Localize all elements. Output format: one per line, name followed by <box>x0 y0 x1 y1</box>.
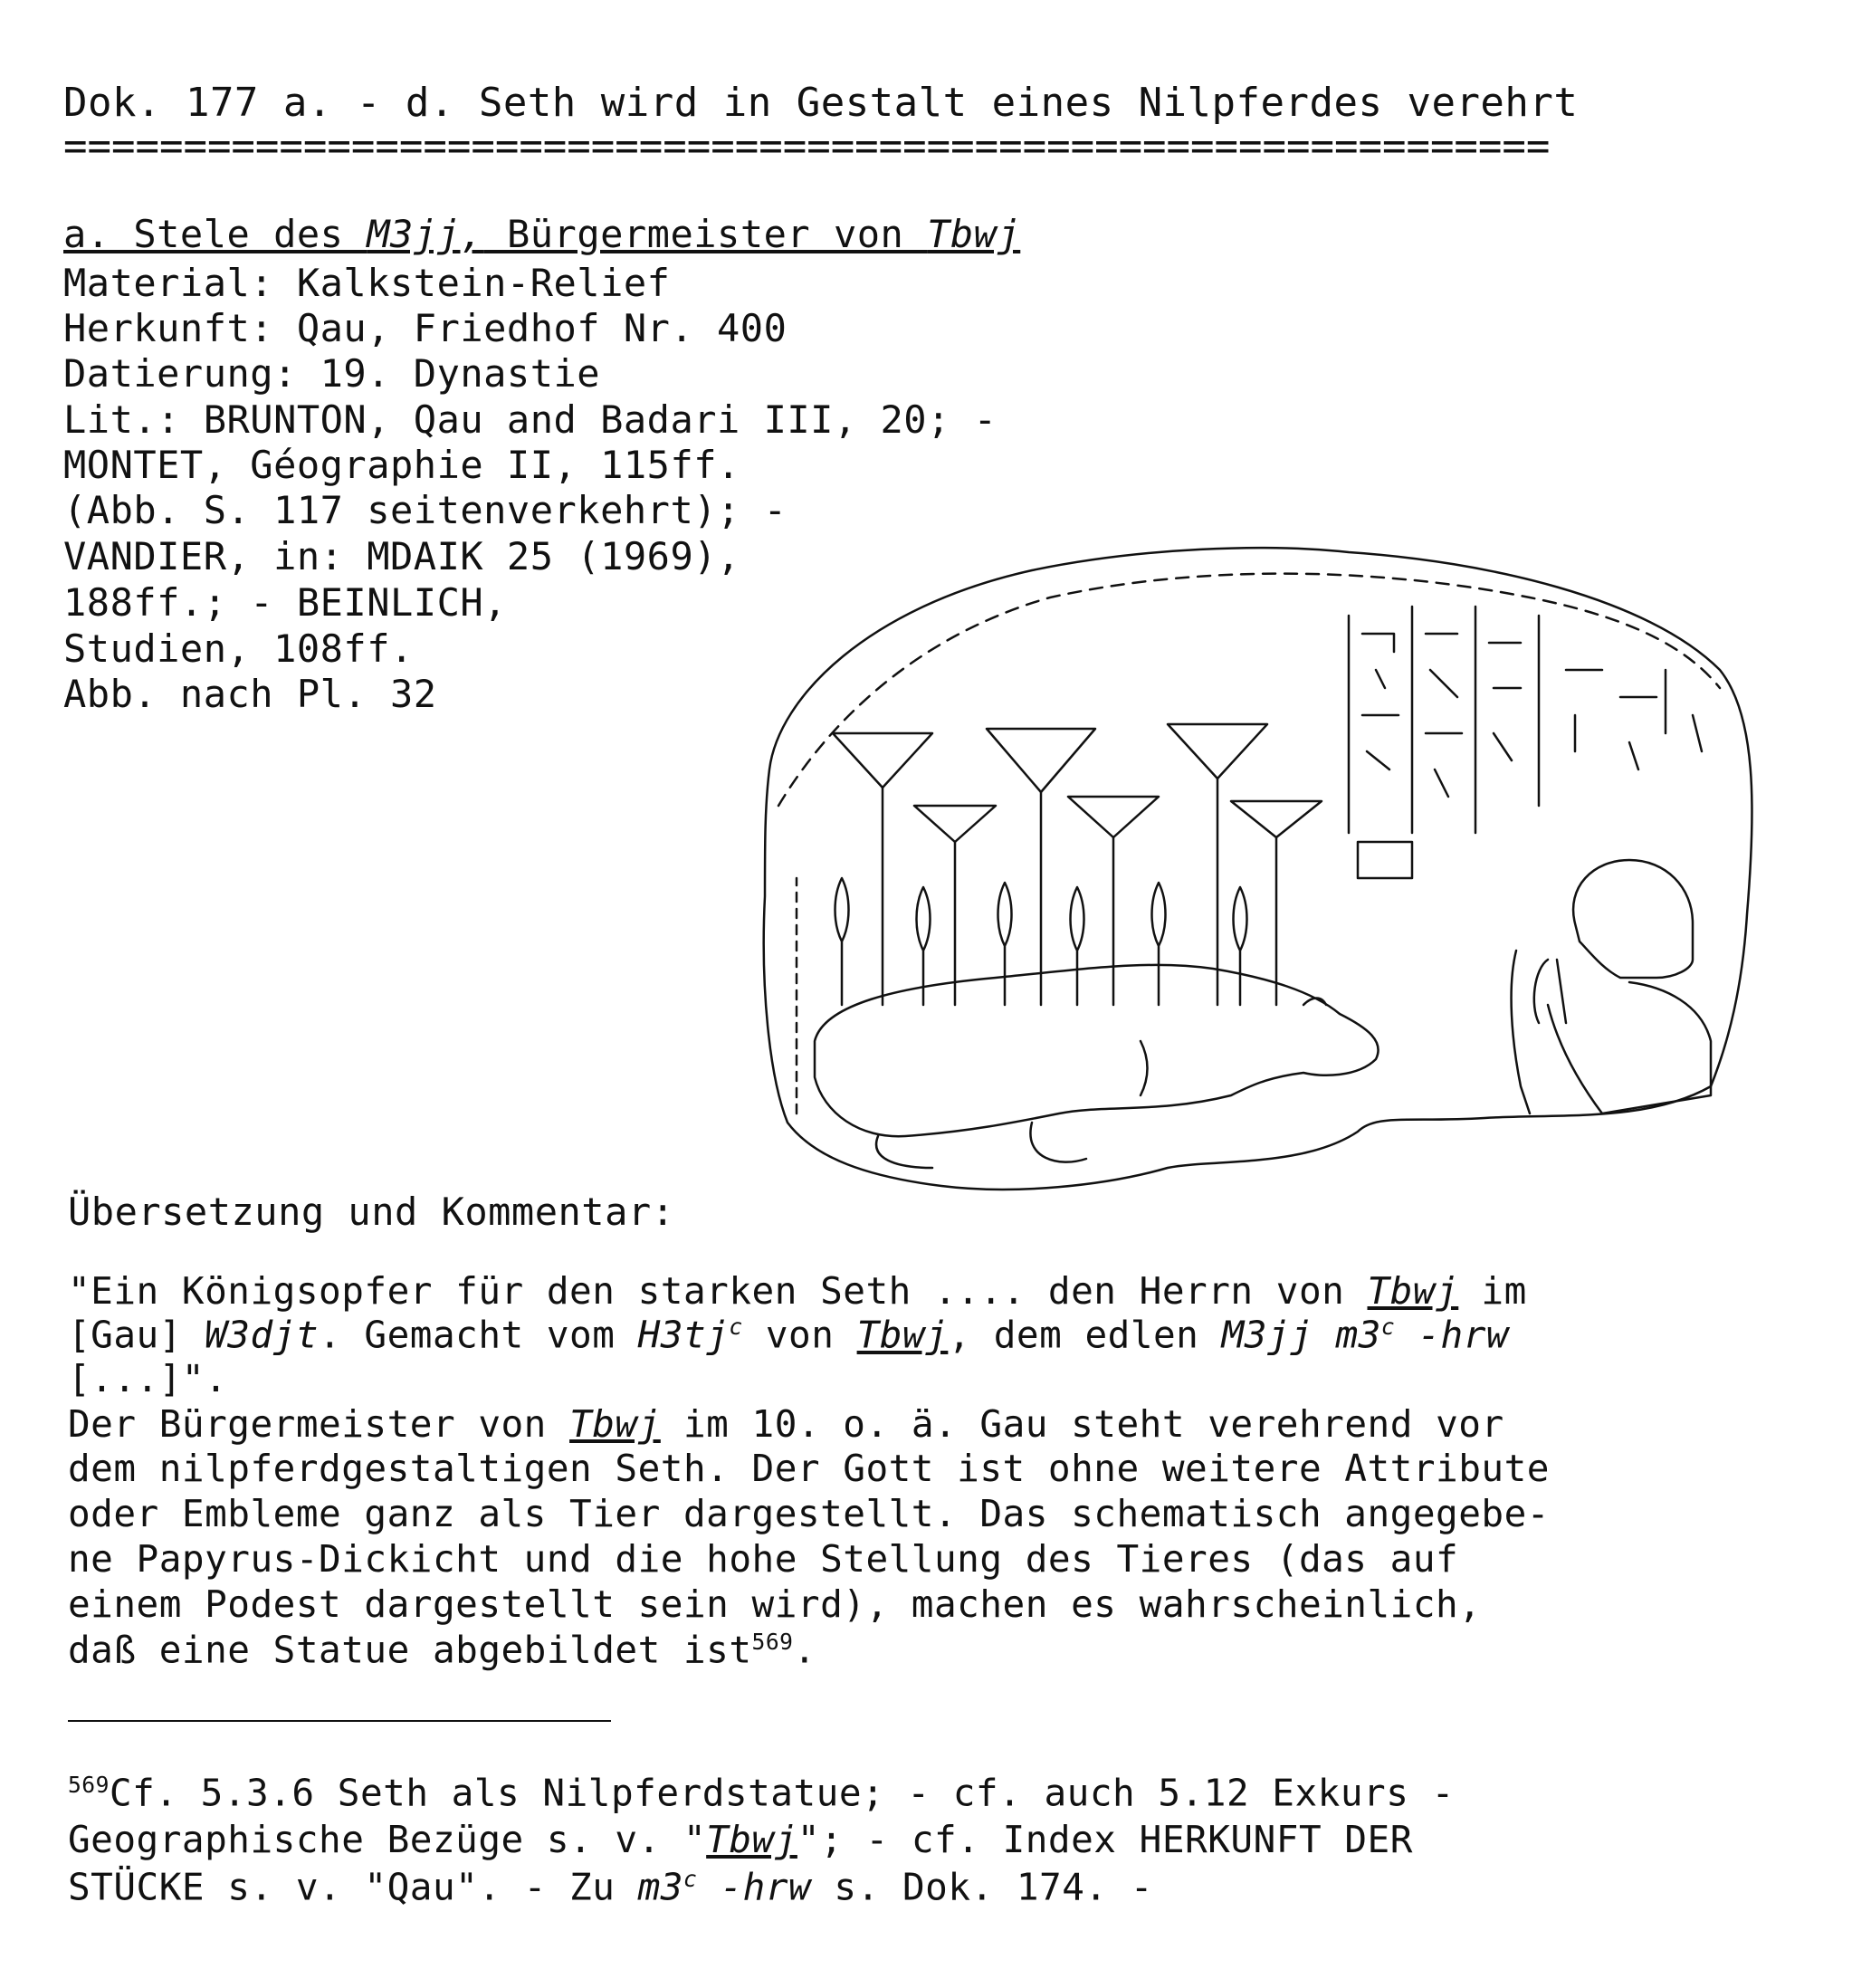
meta-datierung: Datierung: 19. Dynastie <box>63 351 601 396</box>
meta-literature-3: (Abb. S. 117 seitenverkehrt); - <box>63 488 788 532</box>
footnote-number: 569 <box>68 1772 110 1798</box>
footnote-ref: 569 <box>751 1629 794 1655</box>
comment-line-6: daß eine Statue abgebildet ist$^{569}$. <box>68 1628 816 1672</box>
footnote-line-1: $^{569}$Cf. 5.3.6 Seth als Nilpferdstatue; - cf. auch 5.12 Exkurs - <box>68 1771 1455 1815</box>
comment-line-5: einem Podest dargestellt sein wird), machen es wahrscheinlich, <box>68 1582 1482 1626</box>
meta-literature-6: Studien, 108ff. <box>63 626 414 671</box>
meta-literature-1: Lit.: BRUNTON, Qau and Badari III, 20; - <box>63 397 998 442</box>
meta-herkunft: Herkunft: Qau, Friedhof Nr. 400 <box>63 306 788 350</box>
stele-illustration <box>760 534 1765 1204</box>
meta-literature-5: 188ff.; - BEINLICH, <box>63 580 507 625</box>
title-double-rule: ============================================================== <box>63 127 1551 167</box>
papyrus-thicket <box>833 724 1322 1005</box>
section-a-heading: a. Stele des M3jj, Bürgermeister von Tbwj <box>63 212 1021 256</box>
meta-figure-source: Abb. nach Pl. 32 <box>63 672 437 716</box>
quote-line-1: "Ein Königsopfer für den starken Seth .... den Herrn von Tbwj im <box>68 1269 1527 1313</box>
quote-line-2: [Gau] W3djt. Gemacht vom $H3tj^c$ von Tbwj, dem edlen M3jj m3$^c$ -hrw <box>68 1313 1510 1357</box>
hippopotamus-figure <box>815 965 1379 1168</box>
meta-material: Material: Kalkstein-Relief <box>63 261 671 305</box>
hieroglyph-columns <box>1349 607 1702 878</box>
comment-line-1: Der Bürgermeister von Tbwj im 10. o. ä. Gau steht verehrend vor <box>68 1402 1504 1446</box>
footnote-line-3: STÜCKE s. v. "Qau". - Zu m3$^c$ -hrw s. Dok. 174. - <box>68 1865 1153 1909</box>
comment-line-2: dem nilpferdgestaltigen Seth. Der Gott ist ohne weitere Attribute <box>68 1447 1550 1490</box>
document-title: Dok. 177 a. - d. Seth wird in Gestalt eines Nilpferdes verehrt <box>63 80 1579 126</box>
comment-line-4: ne Papyrus-Dickicht und die hohe Stellung des Tieres (das auf <box>68 1537 1459 1581</box>
comment-line-3: oder Embleme ganz als Tier dargestellt. Das schematisch angegebe- <box>68 1492 1550 1535</box>
official-figure <box>1512 860 1711 1113</box>
meta-literature-2: MONTET, Géographie II, 115ff. <box>63 443 740 487</box>
stele-outline <box>764 548 1752 1190</box>
commentary-heading: Übersetzung und Kommentar: <box>68 1190 675 1234</box>
quote-line-3: [...]". <box>68 1357 228 1400</box>
footnote-separator <box>68 1720 611 1722</box>
meta-literature-4: VANDIER, in: MDAIK 25 (1969), <box>63 534 740 578</box>
footnote-line-2: Geographische Bezüge s. v. "Tbwj"; - cf. Index HERKUNFT DER <box>68 1818 1413 1861</box>
